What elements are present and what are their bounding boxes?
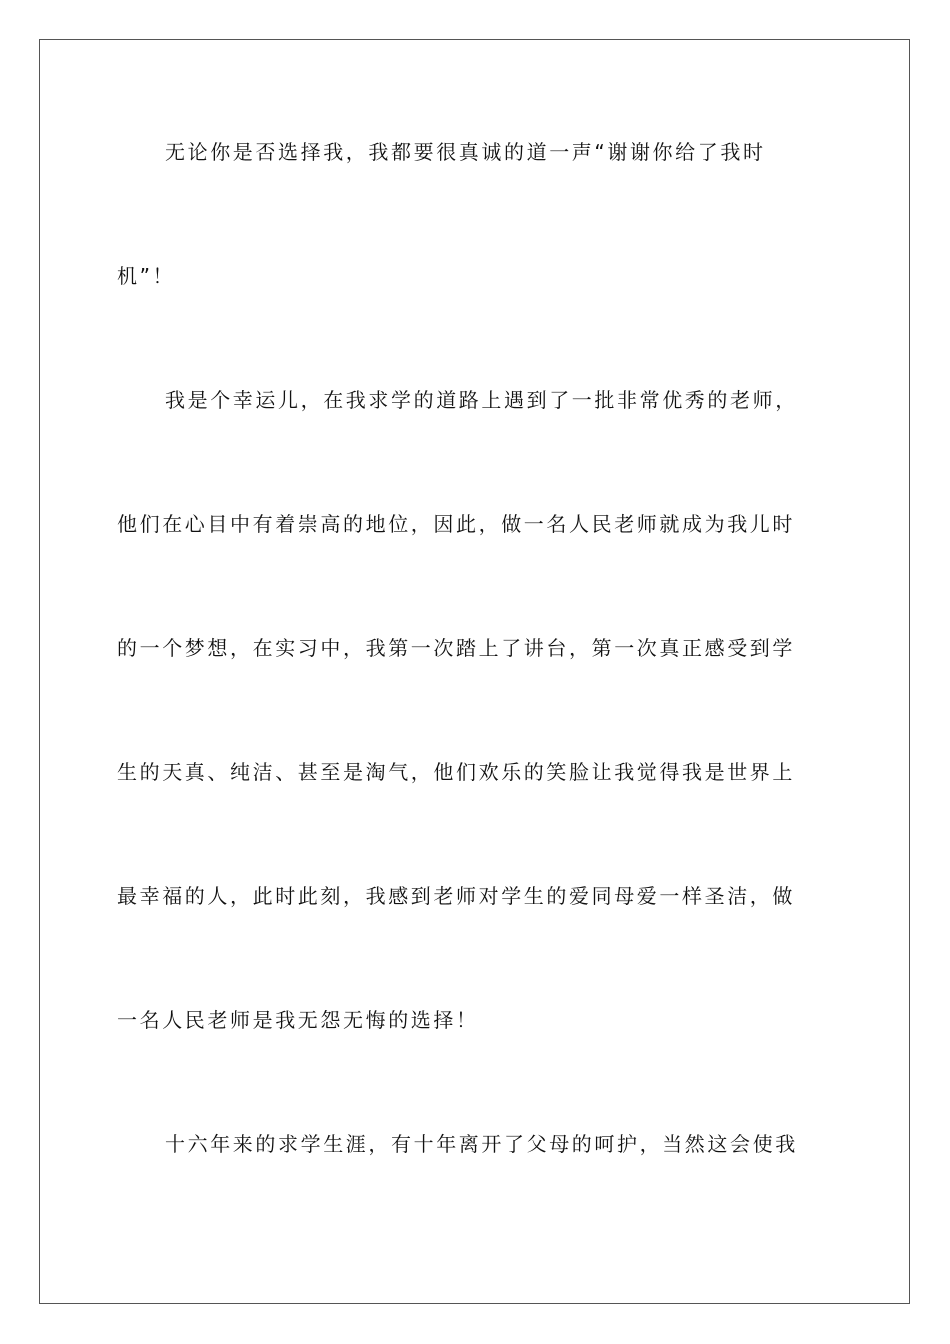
paragraph-2-line-1: 我是个幸运儿，在我求学的道路上遇到了一批非常优秀的老师， (165, 388, 798, 412)
paragraph-3-line-1: 十六年来的求学生涯，有十年离开了父母的呵护，当然这会使我 (165, 1132, 798, 1156)
paragraph-1-line-1: 无论你是否选择我，我都要很真诚的道一声“谢谢你给了我时 (165, 140, 766, 164)
paragraph-2-line-2: 他们在心目中有着崇高的地位，因此，做一名人民老师就成为我儿时 (117, 512, 795, 536)
paragraph-2-line-5: 最幸福的人，此时此刻，我感到老师对学生的爱同母爱一样圣洁，做 (117, 884, 795, 908)
page-border (39, 39, 910, 1304)
paragraph-2-line-4: 生的天真、纯洁、甚至是淘气，他们欢乐的笑脸让我觉得我是世界上 (117, 760, 795, 784)
paragraph-1-line-2: 机”！ (117, 264, 176, 288)
paragraph-2-line-3: 的一个梦想，在实习中，我第一次踏上了讲台，第一次真正感受到学 (117, 636, 795, 660)
paragraph-2-line-6: 一名人民老师是我无怨无悔的选择！ (117, 1008, 479, 1032)
